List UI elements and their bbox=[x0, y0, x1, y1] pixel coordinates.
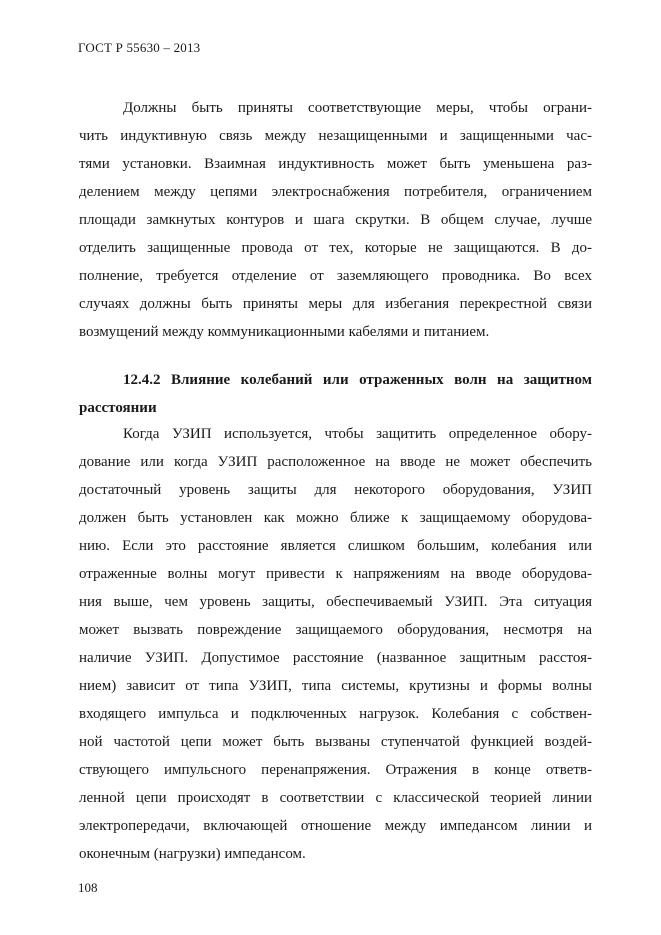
text-line: ния выше, чем уровень защиты, обеспечиваемый УЗИП. Эта ситуация bbox=[79, 594, 592, 610]
text-line: электропередачи, включающей отношение между импедансом линии и bbox=[79, 818, 592, 834]
text-line: дование или когда УЗИП расположенное на вводе не может обеспечить bbox=[79, 454, 592, 470]
page-number: 108 bbox=[78, 880, 98, 895]
text-line: нием) зависит от типа УЗИП, типа системы, крутизны и формы волны bbox=[79, 678, 592, 694]
text-line: наличие УЗИП. Допустимое расстояние (названное защитным расстоя- bbox=[79, 650, 592, 666]
text-line: ной частотой цепи может быть вызваны ступенчатой функцией воздей- bbox=[79, 734, 592, 750]
text-line: случаях должны быть приняты меры для избегания перекрестной связи bbox=[79, 296, 592, 312]
text-line: площади замкнутых контуров и шага скрутки. В общем случае, лучше bbox=[79, 212, 592, 228]
text-line: тями установки. Взаимная индуктивность может быть уменьшена раз- bbox=[79, 156, 592, 172]
section-heading-line: 12.4.2 Влияние колебаний или отраженных волн на защитном bbox=[123, 372, 592, 388]
text-line: делением между цепями электроснабжения потребителя, ограничением bbox=[79, 184, 592, 200]
text-line: Когда УЗИП используется, чтобы защитить определенное обору- bbox=[123, 426, 592, 442]
text-line: полнение, требуется отделение от заземляющего проводника. Во всех bbox=[79, 268, 592, 284]
text-line: оконечным (нагрузки) импедансом. bbox=[79, 846, 306, 862]
text-line: входящего импульса и подключенных нагрузок. Колебания с собствен- bbox=[79, 706, 592, 722]
text-line: может вызвать повреждение защищаемого оборудования, несмотря на bbox=[79, 622, 592, 638]
text-line: нию. Если это расстояние является слишком большим, колебания или bbox=[79, 538, 592, 554]
section-heading-line: расстоянии bbox=[79, 400, 157, 416]
text-line: достаточный уровень защиты для некоторого оборудования, УЗИП bbox=[79, 482, 592, 498]
document-header: ГОСТ Р 55630 – 2013 bbox=[78, 40, 201, 55]
text-line: ствующего импульсного перенапряжения. Отражения в конце ответв- bbox=[79, 762, 592, 778]
text-line: отделить защищенные провода от тех, которые не защищаются. В до- bbox=[79, 240, 592, 256]
text-line: чить индуктивную связь между незащищенными и защищенными час- bbox=[79, 128, 592, 144]
text-line: отраженные волны могут привести к напряжениям на вводе оборудова- bbox=[79, 566, 592, 582]
text-line: ленной цепи происходят в соответствии с классической теорией линии bbox=[79, 790, 592, 806]
text-line: возмущений между коммуникационными кабелями и питанием. bbox=[79, 324, 490, 340]
text-line: должен быть установлен как можно ближе к защищаемому оборудова- bbox=[79, 510, 592, 526]
text-line: Должны быть приняты соответствующие меры, чтобы ограни- bbox=[123, 100, 592, 116]
